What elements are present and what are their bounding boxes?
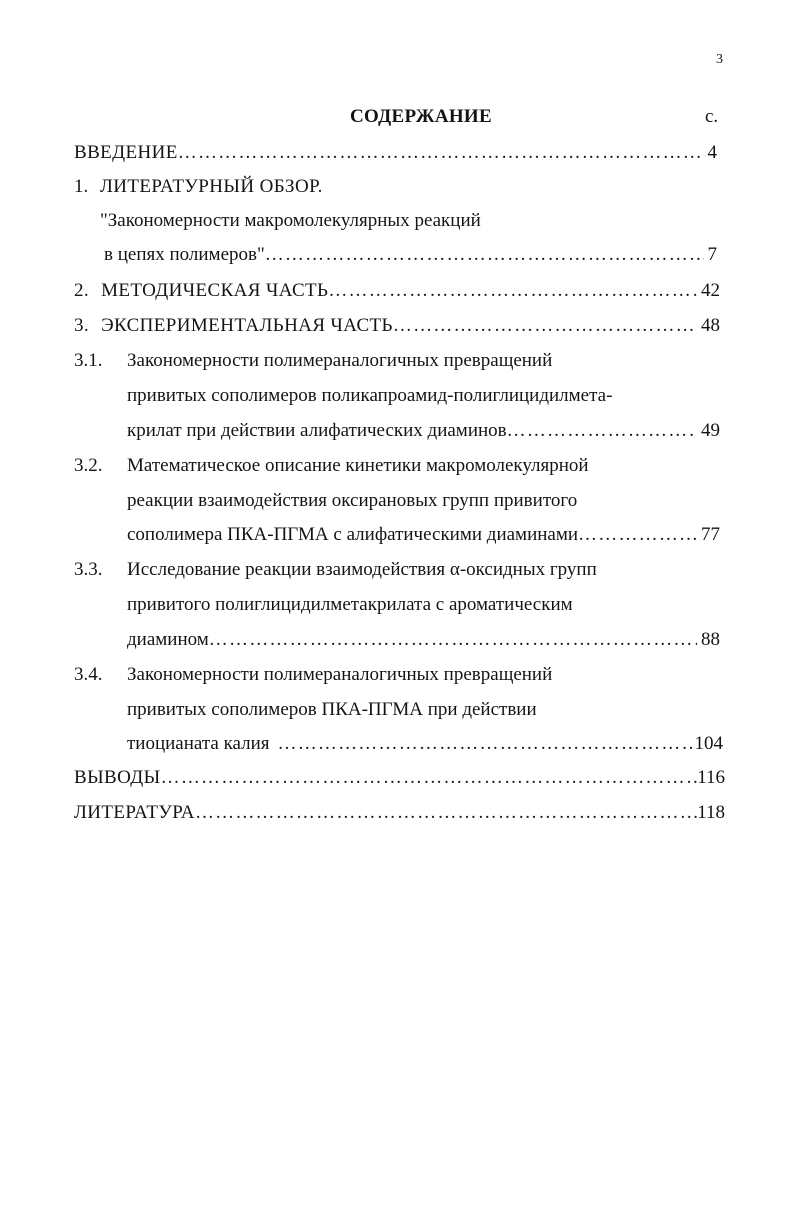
toc-entry-2	[74, 278, 720, 304]
toc-entry-page: 49	[701, 420, 720, 441]
toc-entry-title: ВЫВОДЫ	[74, 767, 161, 788]
toc-entry-page: 4	[707, 142, 717, 163]
toc-entry-title: Закономерности полимераналогичных превращений	[127, 664, 553, 685]
toc-entry-number: 1.	[74, 176, 89, 197]
toc-entry-number: 3.	[74, 315, 90, 336]
toc-entry-3	[74, 313, 720, 339]
toc-entry-page: 88	[701, 629, 720, 650]
toc-entry-title-continuation: тиоцианата калия	[127, 733, 270, 754]
toc-entry-number: 2.	[74, 280, 90, 301]
toc-entry-number: 3.4.	[74, 664, 103, 685]
toc-entry-number: 3.1.	[74, 350, 103, 371]
toc-entry-introduction	[74, 140, 717, 166]
page-column-label: с.	[705, 106, 719, 127]
toc-entry-page: 77	[701, 524, 720, 545]
toc-entry-title-continuation: в цепях полимеров"	[104, 244, 265, 265]
toc-entry-page: 116	[697, 767, 725, 788]
toc-entry-3-1-line-3	[127, 418, 720, 444]
toc-entry-title-continuation: "Закономерности макромолекулярных реакций	[100, 210, 481, 231]
toc-entry-title: ЛИТЕРАТУРНЫЙ ОБЗОР.	[100, 176, 323, 197]
toc-leader-dots	[328, 278, 697, 304]
toc-entry-title-continuation: привитых сополимеров ПКА-ПГМА при действии	[127, 699, 537, 720]
toc-leader-dots	[178, 140, 704, 166]
toc-entry-title-continuation: диамином	[127, 629, 209, 650]
toc-leader-dots	[278, 731, 695, 757]
toc-leader-dots	[578, 522, 697, 548]
toc-leader-dots	[209, 627, 697, 653]
toc-entry-3-4-line-2	[127, 697, 537, 723]
toc-entry-title-continuation: привитого полиглицидилметакрилата с ароматическим	[127, 594, 573, 615]
toc-entry-page: 118	[697, 802, 725, 823]
toc-entry-page: 48	[701, 315, 720, 336]
toc-leader-dots	[161, 765, 698, 791]
toc-entry-title: ЛИТЕРАТУРА	[74, 802, 195, 823]
toc-entry-title-continuation: реакции взаимодействия оксирановых групп привитого	[127, 490, 578, 511]
toc-entry-title-continuation: привитых сополимеров поликапроамид-полиглицидилмета-	[127, 385, 613, 406]
toc-entry-page: 104	[694, 733, 723, 754]
toc-entry-page: 7	[707, 244, 717, 265]
toc-leader-dots	[265, 242, 704, 268]
toc-entry-conclusions	[74, 765, 725, 791]
toc-entry-3-3-line-2	[127, 592, 573, 618]
toc-entry-title: Математическое описание кинетики макромолекулярной	[127, 455, 589, 476]
toc-entry-3-2-line-3	[127, 522, 720, 548]
toc-entry-title: ВВЕДЕНИЕ	[74, 142, 178, 163]
toc-entry-3-3-line-3	[127, 627, 720, 653]
toc-leader-dots	[195, 800, 697, 826]
toc-leader-dots	[393, 313, 697, 339]
toc-entry-1-subtitle-line-2	[104, 242, 717, 268]
toc-entry-title: Исследование реакции взаимодействия α-оксидных групп	[127, 559, 597, 580]
toc-entry-title: МЕТОДИЧЕСКАЯ ЧАСТЬ	[101, 280, 329, 301]
toc-entry-3-4-line-3	[127, 731, 723, 757]
toc-title: СОДЕРЖАНИЕ	[350, 106, 492, 127]
toc-entry-3-1-line-2	[127, 383, 612, 409]
toc-entry-page: 42	[701, 280, 720, 301]
toc-entry-number: 3.2.	[74, 455, 103, 476]
toc-leader-dots	[507, 418, 697, 444]
toc-entry-title: ЭКСПЕРИМЕНТАЛЬНАЯ ЧАСТЬ	[101, 315, 393, 336]
toc-entry-references	[74, 800, 725, 826]
toc-entry-title-continuation: крилат при действии алифатических диаминов	[127, 420, 507, 441]
toc-entry-3-2-line-2	[127, 488, 577, 514]
toc-entry-title-continuation: сополимера ПКА-ПГМА с алифатическими диаминами	[127, 524, 579, 545]
page-number: 3	[716, 52, 723, 67]
toc-entry-title: Закономерности полимераналогичных превращений	[127, 350, 553, 371]
toc-entry-number: 3.3.	[74, 559, 103, 580]
toc-entry-1-subtitle-line-1	[100, 208, 481, 234]
